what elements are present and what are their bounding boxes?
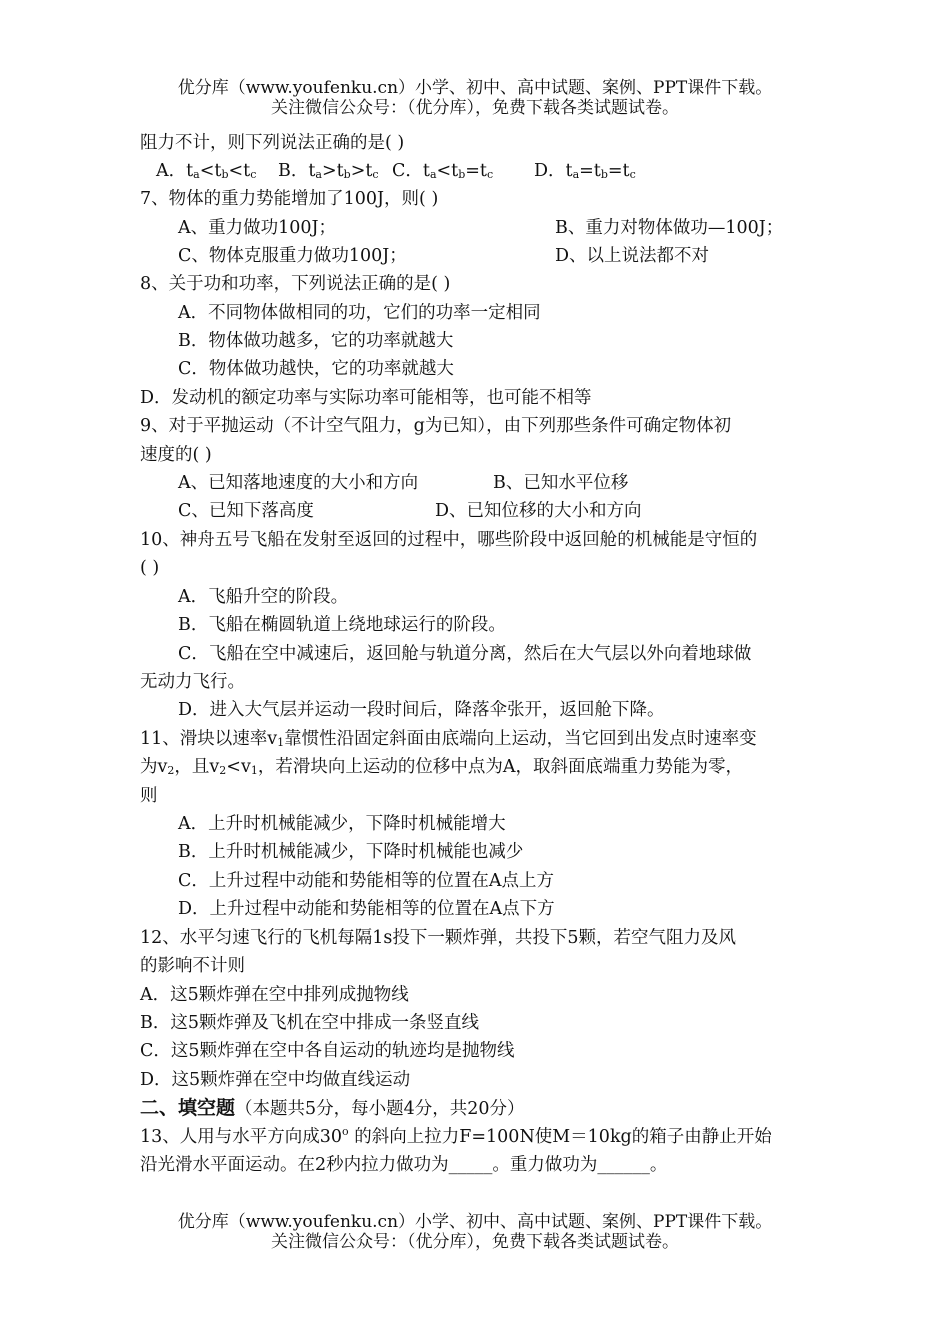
- q12-option-b: B．这5颗炸弹及飞机在空中排成一条竖直线: [140, 1013, 479, 1033]
- q9-stem-line-1: 9、对于平抛运动（不计空气阻力，g为已知），由下列那些条件可确定物体初: [140, 416, 732, 436]
- q7-option-a: A、重力做功100J；: [178, 218, 337, 238]
- q12-stem-line-1: 12、水平匀速飞行的飞机每隔1s投下一颗炸弹，共投下5颗，若空气阻力及风: [140, 928, 737, 948]
- q11-stem-line-1: 11、滑块以速率$v_1$靠惯性沿固定斜面由底端向上运动，当它回到出发点时速率变: [140, 729, 757, 749]
- q10-stem-line-2: ( ): [140, 558, 160, 578]
- q8-stem: 8、关于功和功率，下列说法正确的是( ): [140, 274, 451, 294]
- q8-option-a: A．不同物体做相同的功，它们的功率一定相同: [178, 303, 541, 323]
- q7-option-d: D、以上说法都不对: [555, 246, 710, 266]
- q10-option-c-line-1: C．飞船在空中减速后，返回舱与轨道分离，然后在大气层以外向着地球做: [178, 644, 752, 664]
- q8-option-d: D．发动机的额定功率与实际功率可能相等，也可能不相等: [140, 388, 592, 408]
- section-2-heading: [140, 1096, 820, 1121]
- header-line-1: 优分库（www.youfenku.cn）小学、初中、高中试题、案例、PPT课件下载。: [177, 78, 773, 98]
- q12-option-a: A．这5颗炸弹在空中排列成抛物线: [140, 985, 409, 1005]
- footer-line-1: 优分库（www.youfenku.cn）小学、初中、高中试题、案例、PPT课件下载。: [177, 1212, 773, 1232]
- q10-stem-line-1: 10、神舟五号飞船在发射至返回的过程中，哪些阶段中返回舱的机械能是守恒的: [140, 530, 758, 550]
- q6-options: [156, 159, 836, 183]
- q6-option-c: C．$t_a<t_b=t_c$: [392, 161, 494, 181]
- q9-option-c: C、已知下落高度: [178, 501, 314, 521]
- q11-option-c: C．上升过程中动能和势能相等的位置在A点上方: [178, 871, 555, 891]
- q7-option-c: C、物体克服重力做功100J；: [178, 246, 407, 266]
- q13-stem-line-2: 沿光滑水平面运动。在2秒内拉力做功为_____。重力做功为______。: [140, 1155, 668, 1175]
- q8-option-c: C．物体做功越快，它的功率就越大: [178, 359, 454, 379]
- q7-option-b: B、重力对物体做功—100J；: [555, 218, 784, 238]
- footer-line-2: 关注微信公众号：（优分库），免费下载各类试题试卷。: [271, 1232, 679, 1252]
- q6-option-a: A．$t_a<t_b<t_c$: [156, 161, 257, 181]
- q12-option-c: C．这5颗炸弹在空中各自运动的轨迹均是抛物线: [140, 1041, 515, 1061]
- q12-option-d: D．这5颗炸弹在空中均做直线运动: [140, 1070, 411, 1090]
- q13-stem-line-1: 13、人用与水平方向成30$^o$ 的斜向上拉力F=100N使M＝10kg的箱子由静止开始: [140, 1125, 772, 1147]
- q9-option-a: A、已知落地速度的大小和方向: [178, 473, 419, 493]
- q7-stem: 7、物体的重力势能增加了100J，则( ): [140, 189, 439, 209]
- q11-option-a: A．上升时机械能减少，下降时机械能增大: [178, 814, 506, 834]
- q10-option-a: A．飞船升空的阶段。: [178, 587, 349, 607]
- q9-option-b: B、已知水平位移: [493, 473, 629, 493]
- header-line-2: 关注微信公众号：（优分库），免费下载各类试题试卷。: [271, 98, 679, 118]
- section-2-title: 二、填空题: [140, 1097, 236, 1119]
- q9-stem-line-2: 速度的( ): [140, 445, 212, 465]
- q11-option-d: D．上升过程中动能和势能相等的位置在A点下方: [178, 899, 555, 919]
- q6-option-b: B．$t_a>t_b>t_c$: [278, 161, 379, 181]
- q9-option-d: D、已知位移的大小和方向: [435, 501, 642, 521]
- q8-option-b: B．物体做功越多，它的功率就越大: [178, 331, 454, 351]
- q10-option-d: D．进入大气层并运动一段时间后，降落伞张开，返回舱下降。: [178, 700, 665, 720]
- q11-option-b: B．上升时机械能减少，下降时机械能也减少: [178, 842, 524, 862]
- q6-option-d: D．$t_a=t_b=t_c$: [534, 161, 636, 181]
- q10-option-b: B．飞船在椭圆轨道上绕地球运行的阶段。: [178, 615, 506, 635]
- q11-stem-line-3: 则: [140, 786, 158, 806]
- q11-stem-line-2: 为$v_2$，且$v_2<v_1$，若滑块向上运动的位移中点为A，取斜面底端重力势能为零，: [140, 757, 743, 777]
- q12-stem-line-2: 的影响不计则: [140, 956, 245, 976]
- q10-option-c-line-2: 无动力飞行。: [140, 672, 245, 692]
- section-2-note: （本题共5分，每小题4分，共20分）: [235, 1099, 525, 1119]
- q6-stem-tail: 阻力不计，则下列说法正确的是( ): [140, 133, 405, 153]
